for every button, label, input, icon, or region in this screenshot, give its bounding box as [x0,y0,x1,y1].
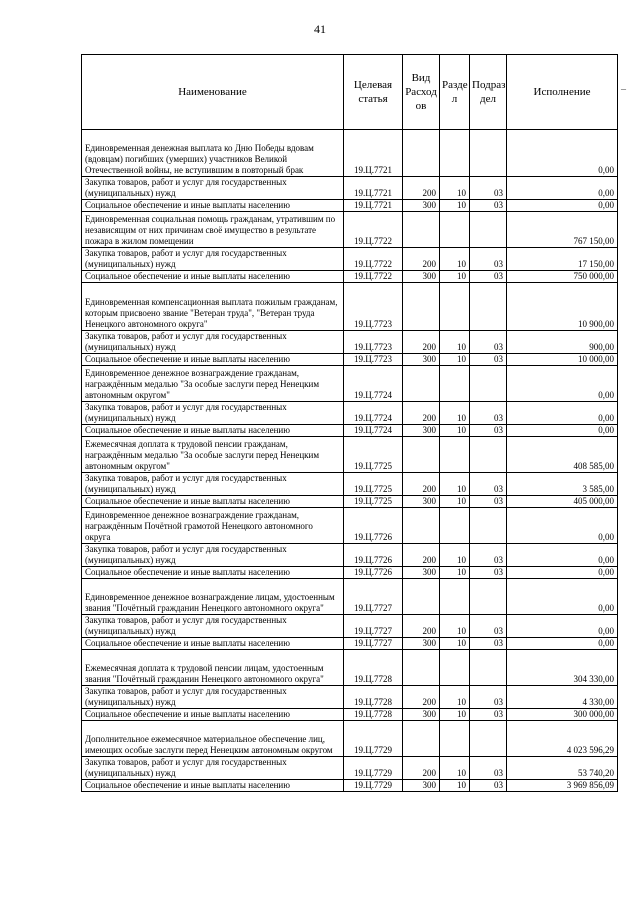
target-article-cell: 19.Ц.7729 [344,721,403,757]
table-row [82,615,618,638]
row-name-cell: Закупка товаров, работ и услуг для государственных (муниципальных) нужд [82,544,344,567]
page-number: 41 [314,22,326,36]
subsection-cell: 03 [470,638,507,650]
row-name-cell: Закупка товаров, работ и услуг для государственных (муниципальных) нужд [82,757,344,780]
row-name-cell: Социальное обеспечение и иные выплаты населению [82,780,344,792]
row-name-cell: Ежемесячная доплата к трудовой пенсии гражданам, награждённым медалью "За особые заслуги перед Ненецким автономным округом" [82,437,344,473]
target-article-cell: 19.Ц.7728 [344,686,403,709]
expense-type-cell [403,579,440,615]
execution-amount-cell: 0,00 [507,200,618,212]
row-name-cell: Социальное обеспечение и иные выплаты населению [82,567,344,579]
row-name-cell: Социальное обеспечение и иные выплаты населению [82,200,344,212]
target-article-cell: 19.Ц.7724 [344,425,403,437]
execution-amount-cell: 0,00 [507,544,618,567]
header-name: Наименование [82,55,344,130]
row-name-cell: Закупка товаров, работ и услуг для государственных (муниципальных) нужд [82,177,344,200]
section-cell: 10 [440,709,470,721]
header-expense-type: Вид Расход ов [403,55,440,130]
section-cell [440,366,470,402]
target-article-cell: 19.Ц.7723 [344,283,403,331]
execution-amount-cell: 0,00 [507,615,618,638]
row-name-cell: Закупка товаров, работ и услуг для государственных (муниципальных) нужд [82,248,344,271]
subsection-cell: 03 [470,177,507,200]
section-cell [440,130,470,177]
subsection-cell: 03 [470,615,507,638]
row-name-cell: Социальное обеспечение и иные выплаты населению [82,638,344,650]
subsection-cell: 03 [470,354,507,366]
expense-type-cell [403,130,440,177]
target-article-cell: 19.Ц.7721 [344,177,403,200]
execution-amount-cell: 900,00 [507,331,618,354]
target-article-cell: 19.Ц.7723 [344,354,403,366]
execution-amount-cell: 0,00 [507,130,618,177]
budget-table [81,54,618,792]
section-cell: 10 [440,496,470,508]
expense-type-cell: 300 [403,496,440,508]
execution-amount-cell: 0,00 [507,366,618,402]
expense-type-cell: 200 [403,248,440,271]
target-article-cell: 19.Ц.7721 [344,200,403,212]
target-article-cell: 19.Ц.7727 [344,638,403,650]
section-cell: 10 [440,473,470,496]
expense-type-cell: 300 [403,425,440,437]
subsection-cell [470,579,507,615]
expense-type-cell: 200 [403,177,440,200]
table-row [82,271,618,283]
header-section: Разде л [440,55,470,130]
target-article-cell: 19.Ц.7725 [344,496,403,508]
section-cell: 10 [440,425,470,437]
subsection-cell: 03 [470,331,507,354]
execution-amount-cell: 0,00 [507,579,618,615]
subsection-cell [470,283,507,331]
row-name-cell: Единовременная социальная помощь гражданам, утратившим по независящим от них причинам своё имущество в результате пожара в жилом помещении [82,212,344,248]
subsection-cell [470,508,507,544]
expense-type-cell: 200 [403,544,440,567]
expense-type-cell [403,508,440,544]
target-article-cell: 19.Ц.7727 [344,579,403,615]
section-cell: 10 [440,567,470,579]
section-cell: 10 [440,248,470,271]
table-row [82,177,618,200]
execution-amount-cell: 405 000,00 [507,496,618,508]
subsection-cell: 03 [470,567,507,579]
expense-type-cell: 200 [403,331,440,354]
row-name-cell: Социальное обеспечение и иные выплаты населению [82,271,344,283]
section-cell [440,650,470,686]
expense-type-cell: 300 [403,780,440,792]
subsection-cell: 03 [470,686,507,709]
subsection-cell [470,650,507,686]
section-cell [440,579,470,615]
table-row [82,579,618,615]
table-row [82,283,618,331]
expense-type-cell [403,283,440,331]
section-cell: 10 [440,686,470,709]
table-row [82,496,618,508]
expense-type-cell: 300 [403,200,440,212]
subsection-cell [470,437,507,473]
row-name-cell: Закупка товаров, работ и услуг для государственных (муниципальных) нужд [82,473,344,496]
subsection-cell: 03 [470,780,507,792]
execution-amount-cell: 0,00 [507,567,618,579]
target-article-cell: 19.Ц.7725 [344,437,403,473]
section-cell: 10 [440,544,470,567]
row-name-cell: Социальное обеспечение и иные выплаты населению [82,354,344,366]
table-row [82,248,618,271]
row-name-cell: Социальное обеспечение и иные выплаты населению [82,709,344,721]
expense-type-cell: 200 [403,686,440,709]
target-article-cell: 19.Ц.7722 [344,212,403,248]
target-article-cell: 19.Ц.7723 [344,331,403,354]
target-article-cell: 19.Ц.7729 [344,757,403,780]
execution-amount-cell: 408 585,00 [507,437,618,473]
section-cell: 10 [440,200,470,212]
table-row [82,638,618,650]
execution-amount-cell: 4 330,00 [507,686,618,709]
expense-type-cell [403,721,440,757]
target-article-cell: 19.Ц.7729 [344,780,403,792]
expense-type-cell: 200 [403,402,440,425]
row-name-cell: Социальное обеспечение и иные выплаты населению [82,496,344,508]
section-cell: 10 [440,271,470,283]
row-name-cell: Закупка товаров, работ и услуг для государственных (муниципальных) нужд [82,686,344,709]
execution-amount-cell: 10 000,00 [507,354,618,366]
target-article-cell: 19.Ц.7728 [344,650,403,686]
section-cell: 10 [440,354,470,366]
expense-type-cell: 200 [403,757,440,780]
subsection-cell: 03 [470,544,507,567]
subsection-cell: 03 [470,271,507,283]
subsection-cell: 03 [470,402,507,425]
target-article-cell: 19.Ц.7722 [344,271,403,283]
row-name-cell: Единовременная денежная выплата ко Дню Победы вдовам (вдовцам) погибших (умерших) участников Великой Отечественной войны, не вступившим в повторный брак [82,130,344,177]
section-cell: 10 [440,177,470,200]
target-article-cell: 19.Ц.7721 [344,130,403,177]
execution-amount-cell: 10 900,00 [507,283,618,331]
expense-type-cell [403,366,440,402]
target-article-cell: 19.Ц.7724 [344,402,403,425]
header-target-article: Целевая статья [344,55,403,130]
header-subsection: Подраз дел [470,55,507,130]
expense-type-cell: 300 [403,567,440,579]
table-row [82,780,618,792]
table-row [82,437,618,473]
subsection-cell: 03 [470,496,507,508]
table-row [82,130,618,177]
row-name-cell: Закупка товаров, работ и услуг для государственных (муниципальных) нужд [82,331,344,354]
subsection-cell [470,130,507,177]
subsection-cell: 03 [470,473,507,496]
subsection-cell: 03 [470,757,507,780]
section-cell [440,283,470,331]
subsection-cell [470,212,507,248]
table-row [82,757,618,780]
expense-type-cell: 300 [403,638,440,650]
expense-type-cell [403,650,440,686]
expense-type-cell: 300 [403,709,440,721]
expense-type-cell: 300 [403,354,440,366]
execution-amount-cell: 0,00 [507,508,618,544]
expense-type-cell: 300 [403,271,440,283]
table-row [82,200,618,212]
execution-amount-cell: 3 585,00 [507,473,618,496]
section-cell: 10 [440,331,470,354]
table-row [82,709,618,721]
row-name-cell: Ежемесячная доплата к трудовой пенсии лицам, удостоенным звания "Почётный гражданин Ненецкого автономного округа" [82,650,344,686]
target-article-cell: 19.Ц.7726 [344,508,403,544]
table-row [82,402,618,425]
table-row [82,425,618,437]
execution-amount-cell: 304 330,00 [507,650,618,686]
section-cell [440,437,470,473]
table-row [82,508,618,544]
section-cell: 10 [440,757,470,780]
expense-type-cell [403,212,440,248]
execution-amount-cell: 3 969 856,09 [507,780,618,792]
execution-amount-cell: 0,00 [507,402,618,425]
target-article-cell: 19.Ц.7726 [344,544,403,567]
table-row [82,354,618,366]
execution-amount-cell: 0,00 [507,638,618,650]
execution-amount-cell: 767 150,00 [507,212,618,248]
row-name-cell: Единовременное денежное вознаграждение гражданам, награждённым медалью "За особые заслуги перед Ненецким автономным округом" [82,366,344,402]
expense-type-cell: 200 [403,615,440,638]
execution-amount-cell: 750 000,00 [507,271,618,283]
target-article-cell: 19.Ц.7725 [344,473,403,496]
table-row [82,473,618,496]
header-execution: Исполнение [507,55,618,130]
subsection-cell [470,721,507,757]
execution-amount-cell: 300 000,00 [507,709,618,721]
row-name-cell: Социальное обеспечение и иные выплаты населению [82,425,344,437]
side-mark: – [621,84,626,95]
table-row [82,544,618,567]
execution-amount-cell: 0,00 [507,177,618,200]
section-cell [440,212,470,248]
subsection-cell: 03 [470,709,507,721]
subsection-cell: 03 [470,200,507,212]
section-cell [440,721,470,757]
section-cell: 10 [440,615,470,638]
section-cell: 10 [440,402,470,425]
target-article-cell: 19.Ц.7727 [344,615,403,638]
execution-amount-cell: 4 023 596,29 [507,721,618,757]
table-row [82,567,618,579]
row-name-cell: Единовременное денежное вознаграждение лицам, удостоенным звания "Почётный гражданин Ненецкого автономного округа" [82,579,344,615]
target-article-cell: 19.Ц.7722 [344,248,403,271]
table-row [82,366,618,402]
section-cell: 10 [440,638,470,650]
table-row [82,212,618,248]
execution-amount-cell: 0,00 [507,425,618,437]
row-name-cell: Единовременное денежное вознаграждение гражданам, награждённым Почётной грамотой Ненецкого автономного округа [82,508,344,544]
row-name-cell: Единовременная компенсационная выплата пожилым гражданам, которым присвоено звание "Ветеран труда", "Ветеран труда Ненецкого автономного округа" [82,283,344,331]
subsection-cell: 03 [470,425,507,437]
section-cell: 10 [440,780,470,792]
table-row [82,331,618,354]
table-header-row [82,55,618,130]
execution-amount-cell: 53 740,20 [507,757,618,780]
table-row [82,686,618,709]
table-row [82,650,618,686]
target-article-cell: 19.Ц.7724 [344,366,403,402]
table-row [82,721,618,757]
target-article-cell: 19.Ц.7726 [344,567,403,579]
row-name-cell: Закупка товаров, работ и услуг для государственных (муниципальных) нужд [82,402,344,425]
row-name-cell: Дополнительное ежемесячное материальное обеспечение лиц, имеющих особые заслуги перед Ненецким автономным округом [82,721,344,757]
subsection-cell: 03 [470,248,507,271]
execution-amount-cell: 17 150,00 [507,248,618,271]
row-name-cell: Закупка товаров, работ и услуг для государственных (муниципальных) нужд [82,615,344,638]
target-article-cell: 19.Ц.7728 [344,709,403,721]
expense-type-cell: 200 [403,473,440,496]
section-cell [440,508,470,544]
subsection-cell [470,366,507,402]
expense-type-cell [403,437,440,473]
